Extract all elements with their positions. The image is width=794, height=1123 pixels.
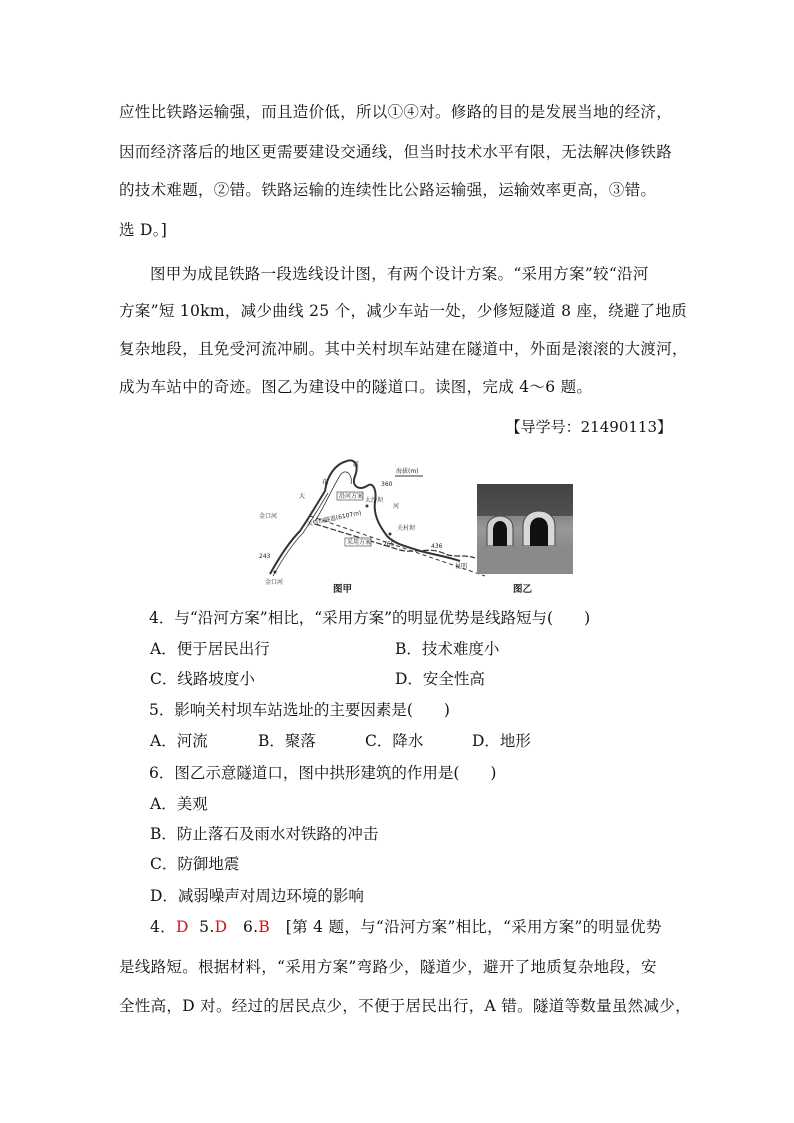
question-5-option-c[interactable]: C．降水	[365, 732, 424, 750]
svg-text:大沙坝: 大沙坝	[365, 497, 384, 504]
svg-text:关村坝隧道(6107m): 关村坝隧道(6107m)	[305, 509, 362, 528]
answer-explanation-start: [第 4 题，与“沿河方案”相比，“采用方案”的明显优势	[285, 918, 662, 936]
answer-num-4: 4．	[150, 918, 176, 936]
intro-line-2: 因而经济落后的地区更需要建设交通线，但当时技术水平有限，无法解决修铁路	[119, 143, 673, 161]
answer-line-3: 全性高，D 对。经过的居民点少，不便于居民出行，A 错。隧道等数量虽然减少，	[119, 997, 691, 1015]
figure-maps	[255, 446, 585, 596]
svg-text:金口河: 金口河	[265, 579, 284, 586]
answer-line-2: 是线路短。根据材料，“采用方案”弯路少，隧道少，避开了地质复杂地段，安	[119, 958, 657, 976]
question-4-option-a[interactable]: A．便于居民出行	[150, 640, 270, 658]
svg-text:265: 265	[383, 541, 395, 548]
question-4-stem: 4．与“沿河方案”相比，“采用方案”的明显优势是线路短与( )	[149, 609, 591, 627]
river-line	[270, 460, 460, 574]
svg-text:金口河: 金口河	[259, 513, 278, 520]
svg-text:渡: 渡	[353, 461, 360, 468]
svg-text:沿河方案: 沿河方案	[339, 493, 364, 500]
question-5-option-a[interactable]: A．河流	[150, 732, 208, 750]
question-5-option-b[interactable]: B．聚落	[258, 732, 316, 750]
question-4-option-c[interactable]: C．线路坡度小	[150, 670, 255, 688]
intro-line-3: 的技术难题，②错。铁路运输的连续性比公路运输强，运输效率更高，③错。	[119, 181, 657, 199]
answer-line-1	[150, 915, 662, 937]
svg-text:图乙: 图乙	[513, 584, 533, 595]
question-6-option-c[interactable]: C．防御地震	[150, 855, 240, 873]
answer-5: D	[214, 918, 228, 936]
svg-text:采用方案: 采用方案	[347, 539, 372, 546]
answer-num-5: 5.	[199, 918, 215, 936]
question-4-option-d[interactable]: D．安全性高	[395, 670, 485, 688]
svg-text:花: 花	[322, 479, 329, 486]
svg-text:海拔(m): 海拔(m)	[396, 468, 419, 475]
question-6-option-d[interactable]: D．减弱噪声对周边环境的影响	[150, 887, 364, 905]
question-6-option-a[interactable]: A．美观	[150, 795, 208, 813]
tunnel-photo	[477, 484, 573, 595]
route-map	[259, 460, 485, 595]
svg-text:大: 大	[299, 493, 306, 500]
svg-text:关村坝: 关村坝	[397, 525, 416, 532]
passage-line-1: 图甲为成昆铁路一段选线设计图，有两个设计方案。“采用方案”较“沿河	[150, 265, 649, 283]
answer-4: D	[175, 918, 189, 936]
answer-num-6: 6.	[242, 918, 259, 936]
answer-6: B	[258, 918, 271, 936]
passage-line-4: 成为车站中的奇迹。图乙为建设中的隧道口。读图，完成 4～6 题。	[119, 378, 593, 396]
svg-text:436: 436	[431, 543, 443, 550]
reference-number: 【导学号：21490113】	[505, 418, 672, 436]
svg-text:360: 360	[381, 481, 393, 488]
svg-text:图甲: 图甲	[333, 584, 353, 595]
svg-text:昆明: 昆明	[455, 563, 468, 570]
intro-line-4: 选 D。]	[119, 221, 168, 239]
passage-line-2: 方案”短 10km，减少曲线 25 个，减少车站一处，少修短隧道 8 座，绕避了地质	[119, 302, 688, 320]
passage-line-3: 复杂地段，且免受河流冲刷。其中关村坝车站建在隧道中，外面是滚滚的大渡河，	[119, 340, 688, 358]
question-4-option-b[interactable]: B．技术难度小	[395, 640, 500, 658]
svg-text:243: 243	[259, 553, 271, 560]
question-6-stem: 6．图乙示意隧道口，图中拱形建筑的作用是( )	[149, 764, 497, 782]
question-5-option-d[interactable]: D．地形	[472, 732, 531, 750]
svg-text:河: 河	[393, 503, 400, 510]
question-5-stem: 5．影响关村坝车站选址的主要因素是( )	[149, 701, 450, 719]
question-6-option-b[interactable]: B．防止落石及雨水对铁路的冲击	[150, 825, 379, 843]
intro-line-1: 应性比铁路运输强，而且造价低，所以①④对。修路的目的是发展当地的经济，	[119, 103, 673, 121]
